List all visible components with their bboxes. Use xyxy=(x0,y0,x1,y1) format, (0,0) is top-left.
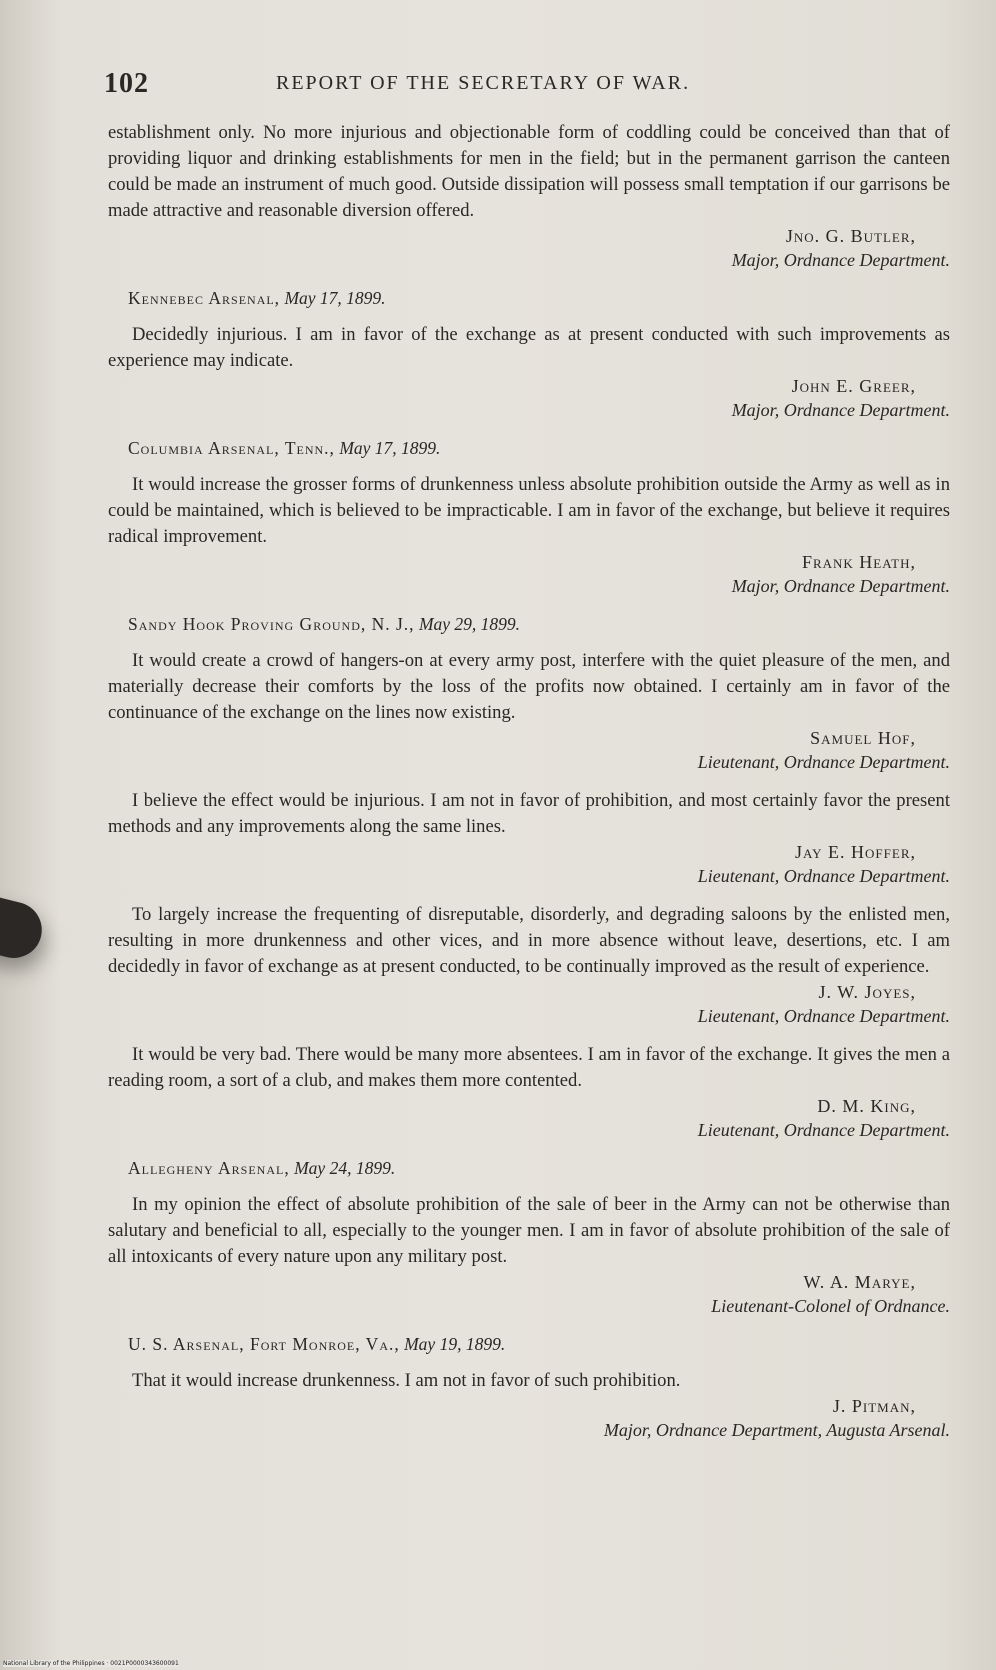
signature-name: J. Pitman, xyxy=(832,1396,916,1416)
signature-title: Major, Ordnance Department. xyxy=(731,250,950,270)
entry-text: Decidedly injurious. I am in favor of the exchange as at present conducted with such improvements as experience may indicate. xyxy=(108,324,950,371)
page-number: 102 xyxy=(104,68,149,99)
entry-text: I believe the effect would be injurious. I am not in favor of prohibition, and most certainly favor the present methods and any improvements along the same lines. xyxy=(108,790,950,837)
entry-text: establishment only. No more injurious and objectionable form of coddling could be conceived than that of providing liquor and drinking establishments for men in the field; but in the permanent garrison the canteen could be made an instrument of much good. Outside dissipation will possess small temptation if our garrisons be made attractive and reasonable diversion offered. xyxy=(108,122,950,221)
place-heading xyxy=(128,1332,950,1356)
entry-text: In my opinion the effect of absolute prohibition of the sale of beer in the Army can not be otherwise than salutary and beneficial to all, especially to the younger men. I am in favor of absolute prohibition of the sale of all intoxicants of every nature upon any military post. xyxy=(108,1194,950,1267)
place-date: May 29, 1899. xyxy=(418,614,521,634)
signature-name: Samuel Hof, xyxy=(810,728,916,748)
scanner-thumb-shadow xyxy=(0,892,48,964)
entry-text: It would be very bad. There would be many more absentees. I am in favor of the exchange. It gives the men a reading room, a sort of a club, and makes them more contented. xyxy=(108,1044,950,1091)
signature-name: W. A. Marye, xyxy=(803,1272,916,1292)
signature-title: Lieutenant, Ordnance Department. xyxy=(697,1120,950,1140)
place-heading xyxy=(128,436,950,460)
signature-name: J. W. Joyes, xyxy=(818,982,916,1002)
entry-heath xyxy=(108,472,950,598)
place-date: May 17, 1899. xyxy=(339,438,441,458)
signature-name: John E. Greer, xyxy=(791,376,916,396)
place-name: Allegheny Arsenal, xyxy=(128,1158,290,1178)
entry-hoffer xyxy=(108,788,950,888)
place-heading xyxy=(128,612,950,636)
running-head: REPORT OF THE SECRETARY OF WAR. xyxy=(276,72,691,94)
entry-text: It would create a crowd of hangers-on at every army post, interfere with the quiet pleasure of the men, and materially decrease their comforts by the loss of the profits now obtained. I certainly am in favor of the continuance of the exchange on the lines now existing. xyxy=(108,650,950,723)
entry-text: That it would increase drunkenness. I am not in favor of such prohibition. xyxy=(132,1370,681,1391)
place-heading xyxy=(128,286,950,310)
place-name: Sandy Hook Proving Ground, N. J., xyxy=(128,614,415,634)
place-name: Columbia Arsenal, Tenn., xyxy=(128,438,335,458)
signature-title: Lieutenant, Ordnance Department. xyxy=(697,1006,950,1026)
entry-marye xyxy=(108,1192,950,1318)
entry-text: To largely increase the frequenting of disreputable, disorderly, and degrading saloons by the enlisted men, resulting in more drunkenness and other vices, and in more absence without leave, desertions, etc. I am decidedly in favor of exchange as at present conducted, to be continually improved as the result of experience. xyxy=(108,904,950,977)
signature-title: Lieutenant, Ordnance Department. xyxy=(697,752,950,772)
entry-hof xyxy=(108,648,950,774)
place-date: May 19, 1899. xyxy=(404,1334,506,1354)
signature-title: Major, Ordnance Department. xyxy=(731,576,950,596)
signature-title: Lieutenant, Ordnance Department. xyxy=(697,866,950,886)
signature-name: D. M. King, xyxy=(817,1096,916,1116)
place-heading xyxy=(128,1156,950,1180)
entry-greer xyxy=(108,322,950,422)
place-date: May 17, 1899. xyxy=(284,288,386,308)
signature-title: Lieutenant-Colonel of Ordnance. xyxy=(711,1296,950,1316)
signature-name: Frank Heath, xyxy=(801,552,916,572)
signature-name: Jay E. Hoffer, xyxy=(794,842,916,862)
place-name: Kennebec Arsenal, xyxy=(128,288,281,308)
scan-footer: National Library of the Philippines · 0021P0000343600091 xyxy=(3,1660,179,1667)
page-header xyxy=(104,68,904,102)
signature-title: Major, Ordnance Department. xyxy=(731,400,950,420)
place-date: May 24, 1899. xyxy=(294,1158,396,1178)
entry-joyes xyxy=(108,902,950,1028)
entry-butler xyxy=(108,120,950,272)
entry-king xyxy=(108,1042,950,1142)
report-body xyxy=(108,120,950,1442)
entry-pitman xyxy=(108,1368,950,1442)
entry-text: It would increase the grosser forms of drunkenness unless absolute prohibition outside the Army as well as in could be maintained, which is believed to be impracticable. I am in favor of the exchange, but believe it requires radical improvement. xyxy=(108,474,950,547)
signature-name: Jno. G. Butler, xyxy=(785,226,916,246)
signature-title: Major, Ordnance Department, Augusta Arsenal. xyxy=(603,1420,950,1440)
place-name: U. S. Arsenal, Fort Monroe, Va., xyxy=(128,1334,400,1354)
